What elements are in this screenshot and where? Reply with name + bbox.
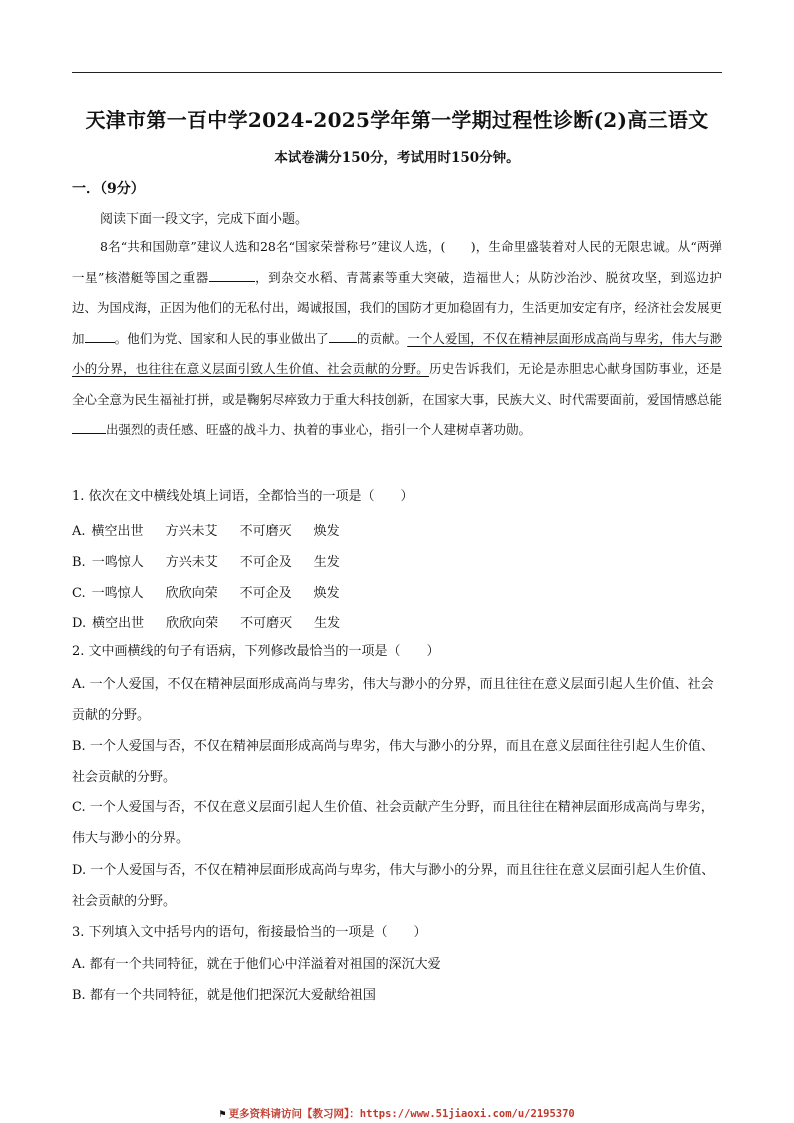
blank-3 [329,330,357,343]
option-word: 一鸣惊人 [91,555,144,570]
blank-4 [72,421,106,434]
option-letter: D. [72,616,87,631]
q1-option-b [72,551,362,570]
option-word: 焕发 [313,524,340,539]
reading-passage [72,232,722,446]
option-word: 方兴未艾 [165,555,218,570]
q3-option-a: A. 都有一个共同特征，就在于他们心中洋溢着对祖国的深沉大爱 [72,957,441,972]
option-word: 横空出世 [92,616,145,631]
q2-option-d: D. 一个人爱国与否，不仅在精神层面形成高尚与卑劣，伟大与渺小的分界，而且往往在意义层面引起人生价值、社会贡献的分野。 [72,863,715,909]
option-word: 不可磨灭 [239,524,292,539]
option-letter: B. [72,555,86,570]
exam-title: 天津市第一百中学2024-2025学年第一学期过程性诊断(2)高三语文 [85,108,709,132]
blank-1 [209,269,255,282]
underlined-sentence: 一个人爱国，不仅在精神层面形成高尚与卑劣，伟大与渺小的分界，也往往在意义层面引致人生价值、社会贡献的分野。 [72,330,722,376]
q1-option-c [72,582,362,601]
option-word: 欣欣向荣 [165,586,218,601]
footer-link[interactable] [0,1106,794,1121]
q3-option-b: B. 都有一个共同特征，就是他们把深沉大爱献给祖国 [72,988,376,1003]
option-word: 焕发 [313,586,340,601]
flag-icon: ⚑ [219,1108,226,1120]
option-word: 欣欣向荣 [166,616,219,631]
header-rule [72,72,722,73]
q1-option-d [72,612,362,631]
footer-text: 更多资料请访问【教习网】：https://www.51jiaoxi.com/u/2195370 [228,1108,575,1120]
question-2-stem: 2. 文中画横线的句子有语病，下列修改最恰当的一项是（ ） [72,644,440,659]
passage-text-2: ，到杂交水稻、青蒿素等重大突破，造福世人；从防沙治沙、脱贫攻坚，到巡边护边、为国戍海，正因为他们的无私付出，竭诚报国，我们的国防才更加稳固有力，生活更加安定有序，经济社会发展更加 [72,269,723,346]
q2-option-a: A. 一个人爱国，不仅在精神层面形成高尚与卑劣，伟大与渺小的分界，而且往往在意义层面引起人生价值、社会贡献的分野。 [72,677,714,723]
option-word: 不可企及 [239,555,292,570]
passage-text-1: 8名“共和国勋章”建议人选和28名“国家荣誉称号”建议人选，( )，生命里盛装着对人民的无限忠诚。从“两弹一星”核潜艇等国之重器 [72,239,722,285]
option-word: 不可磨灭 [240,616,293,631]
option-word: 生发 [314,616,341,631]
passage-text-6: 出强烈的责任感、旺盛的战斗力、执着的事业心，指引一个人建树卓著功勋。 [106,422,532,437]
reading-instruction: 阅读下面一段文字，完成下面小题。 [100,212,309,227]
option-word: 一鸣惊人 [91,586,144,601]
option-letter: A. [72,524,86,539]
option-word: 生发 [313,555,340,570]
option-word: 不可企及 [239,586,292,601]
option-word: 横空出世 [91,524,144,539]
blank-2 [85,330,115,343]
q2-option-b: B. 一个人爱国与否，不仅在精神层面形成高尚与卑劣，伟大与渺小的分界，而且在意义层面往往引起人生价值、社会贡献的分野。 [72,739,714,785]
question-1-stem: 1. 依次在文中横线处填上词语，全都恰当的一项是（ ） [72,489,414,504]
question-3-stem: 3. 下列填入文中括号内的语句，衔接最恰当的一项是（ ） [72,925,427,940]
passage-text-4: 的贡献。 [356,330,408,346]
exam-subtitle: 本试卷满分150分，考试用时150分钟。 [274,150,520,166]
passage-text-3: 。他们为党、国家和人民的事业做出了 [114,330,329,346]
passage-text-5: 历史告诉我们，无论是赤胆忠心献身国防事业，还是全心全意为民生福祉打拼，或是鞠躬尽瘁致力于重大科技创新，在国家大事，民族大义、时代需要面前，爱国情感总能 [72,361,723,407]
option-letter: C. [72,586,86,601]
q2-option-c: C. 一个人爱国与否，不仅在意义层面引起人生价值、社会贡献产生分野，而且往往在精神层面形成高尚与卑劣，伟大与渺小的分界。 [72,800,714,846]
section-heading: 一．（9分） [72,181,145,197]
q1-option-a [72,520,362,539]
option-word: 方兴未艾 [165,524,218,539]
